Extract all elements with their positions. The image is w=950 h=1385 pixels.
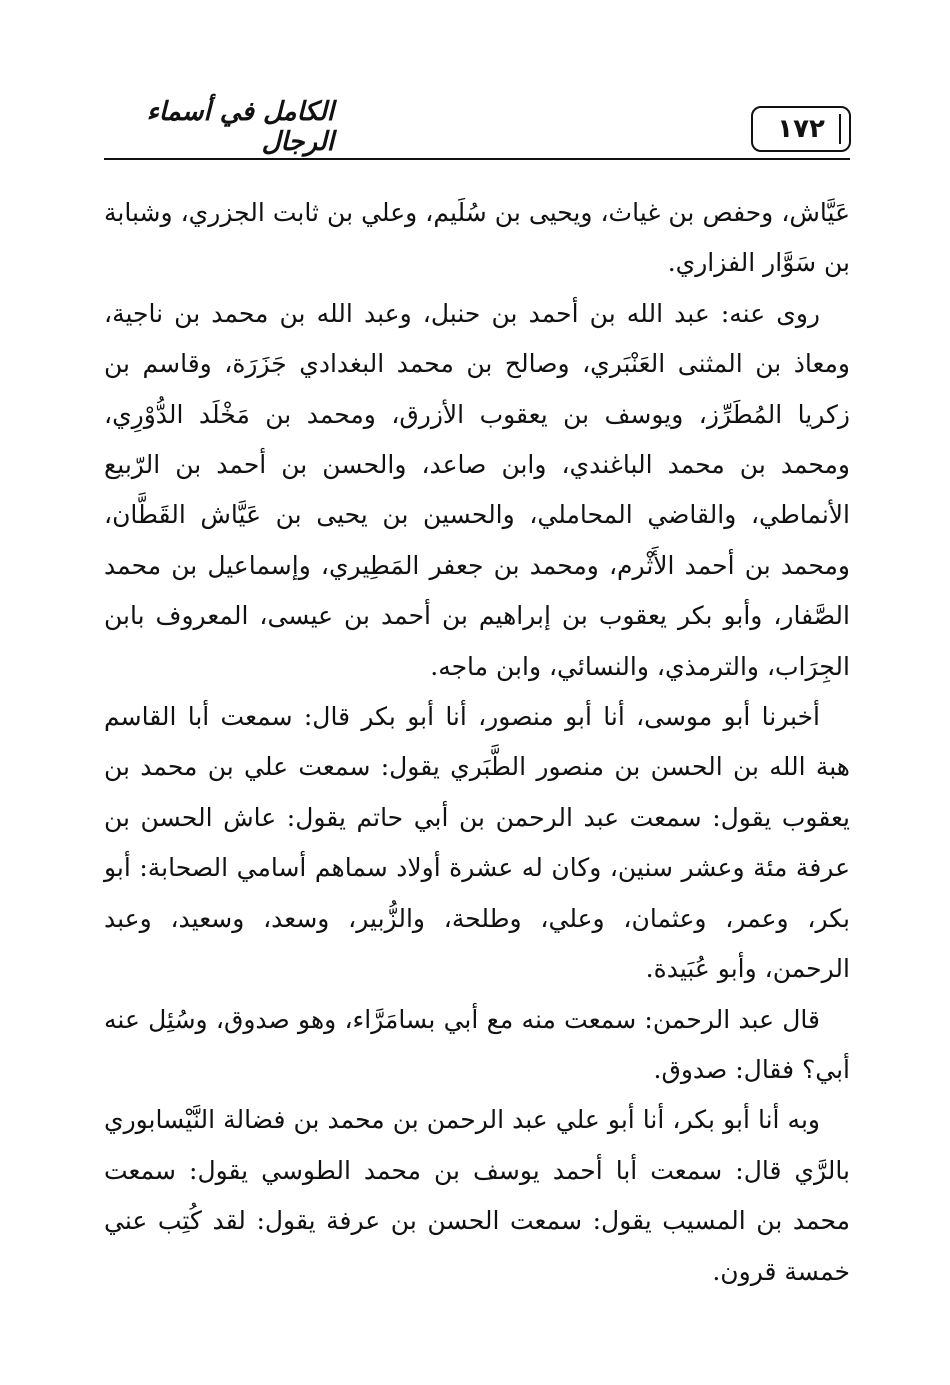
book-title-calligraphy: الكامل في أسماء الرجال (146, 97, 334, 157)
paragraph-abd-al-rahman: قال عبد الرحمن: سمعت منه مع أبي بسامَرَّاء، وهو صدوق، وسُئِل عنه أبي؟ فقال: صدوق. (104, 1004, 850, 1084)
paragraph-continuation: عَيَّاش، وحفص بن غياث، ويحيى بن سُلَيم، وعلي بن ثابت الجزري، وشبابة بن سَوَّار الفزاري. (104, 198, 850, 278)
running-header (104, 96, 851, 160)
paragraph-five-generations: وبه أنا أبو بكر، أنا أبو علي عبد الرحمن بن محمد بن فضالة النَّيْسابوري بالرَّي قال: سمعت أبا أحمد يوسف بن محمد الطوسي يقول: سمعت محمد بن المسيب يقول: سمعت الحسن بن عرفة يقول: لقد كُتِب عني خمسة قرون. (104, 1105, 850, 1286)
body-text (104, 188, 850, 1297)
paragraph-narrators: روى عنه: عبد الله بن أحمد بن حنبل، وعبد الله بن محمد بن ناجية، ومعاذ بن المثنى العَنْبَري، وصالح بن محمد البغدادي جَزَرَة، وقاسم بن زكريا المُطَرِّز، ويوسف بن يعقوب الأزرق، ومحمد بن مَخْلَد الدُّوْرِي، ومحمد بن محمد الباغندي، وابن صاعد، والحسن بن أحمد بن الرّبيع الأنماطي، والقاضي المحاملي، والحسين بن يحيى بن عَيَّاش القَطَّان، ومحمد بن أحمد الأَثْرم، ومحمد بن جعفر المَطِيري، وإسماعيل بن محمد الصَّفار، وأبو بكر يعقوب بن إبراهيم بن أحمد بن عيسى، المعروف بابن الجِرَاب، والترمذي، والنسائي، وابن ماجه. (104, 298, 850, 681)
page-number: ١٧٢ (751, 106, 851, 152)
header-rule (104, 158, 850, 160)
paragraph-chain-report: أخبرنا أبو موسى، أنا أبو منصور، أنا أبو بكر قال: سمعت أبا القاسم هبة الله بن الحسن بن منصور الطَّبَري يقول: سمعت علي بن محمد بن يعقوب يقول: سمعت عبد الرحمن بن أبي حاتم يقول: عاش الحسن بن عرفة مئة وعشر سنين، وكان له عشرة أولاد سماهم أسامي الصحابة: أبو بكر، وعمر، وعثمان، وعلي، وطلحة، والزُّبير، وسعد، وسعيد، وعبد الرحمن، وأبو عُبَيدة. (104, 702, 850, 984)
